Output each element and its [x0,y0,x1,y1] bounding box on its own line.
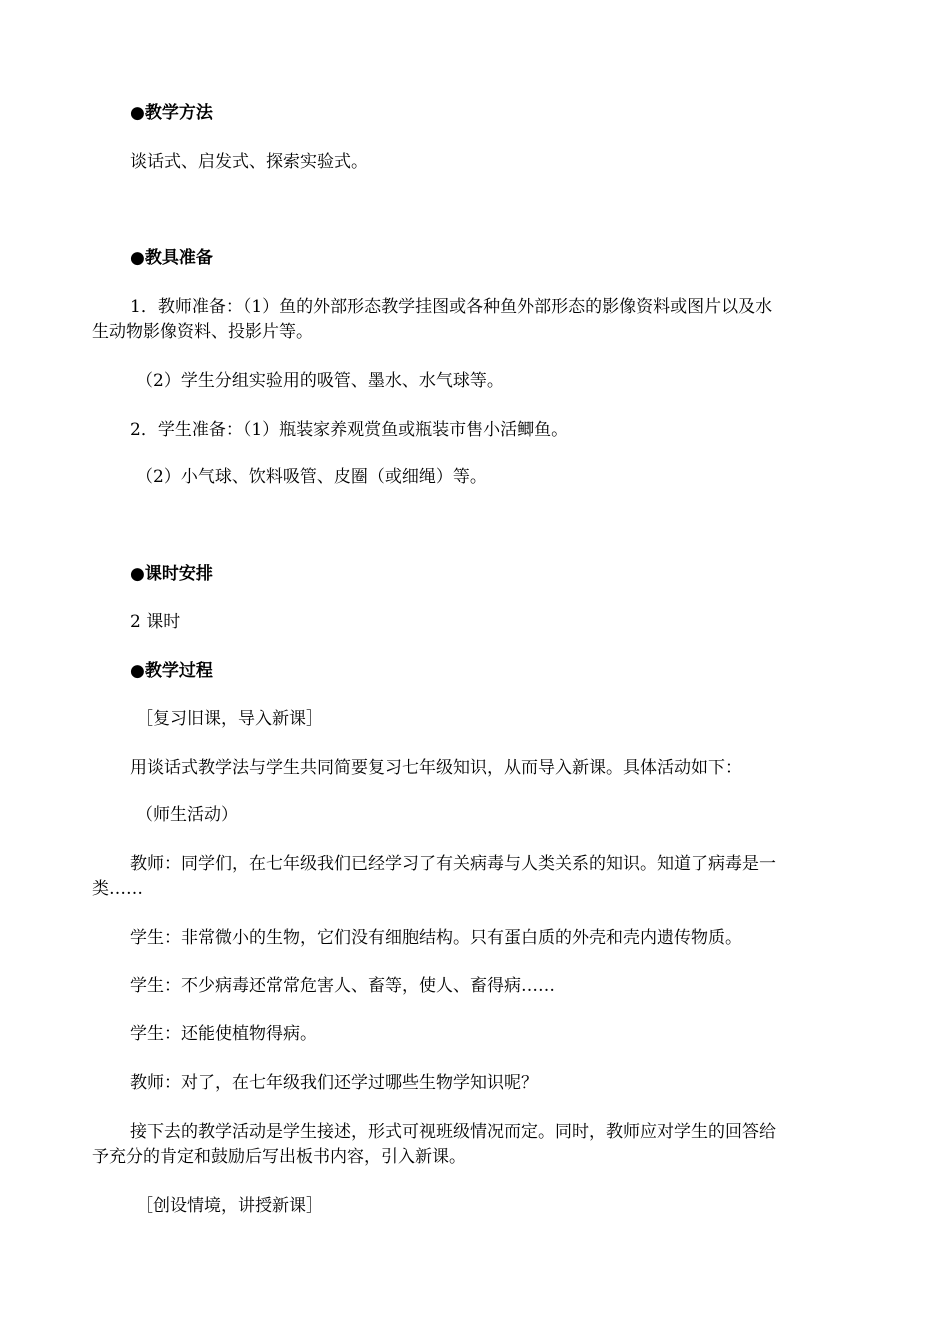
process-stage-1: ［复习旧课，导入新课］ [136,709,323,729]
dialogue-teacher-1-line1: 教师：同学们，在七年级我们已经学习了有关病毒与人类关系的知识。知道了病毒是一 [130,854,776,874]
section-heading-schedule: ●课时安排 [130,564,213,584]
schedule-text: 2 课时 [130,612,181,632]
process-stage-2: ［创设情境，讲授新课］ [136,1196,323,1216]
process-followup-line1: 接下去的教学活动是学生接述，形式可视班级情况而定。同时，教师应对学生的回答给 [130,1122,776,1142]
section-heading-methods: ●教学方法 [130,103,213,123]
section-heading-materials: ●教具准备 [130,248,213,268]
methods-text: 谈话式、启发式、探索实验式。 [130,152,368,172]
dialogue-student-3: 学生：还能使植物得病。 [130,1024,317,1044]
section-heading-process: ●教学过程 [130,661,213,681]
dialogue-student-1: 学生：非常微小的生物，它们没有细胞结构。只有蛋白质的外壳和壳内遗传物质。 [130,928,742,948]
dialogue-teacher-1-line2: 类…… [92,879,143,899]
process-activity: （师生活动） [136,805,238,825]
process-followup-line2: 予充分的肯定和鼓励后写出板书内容，引入新课。 [92,1147,466,1167]
materials-item1-sub2: （2）学生分组实验用的吸管、墨水、水气球等。 [136,371,504,391]
materials-item1-line2: 生动物影像资料、投影片等。 [92,322,313,342]
materials-item1-line1: 1．教师准备：（1）鱼的外部形态教学挂图或各种鱼外部形态的影像资料或图片以及水 [130,297,773,317]
dialogue-student-2: 学生：不少病毒还常常危害人、畜等，使人、畜得病…… [130,976,555,996]
materials-item2-sub2: （2）小气球、饮料吸管、皮圈（或细绳）等。 [136,467,487,487]
dialogue-teacher-2: 教师：对了，在七年级我们还学过哪些生物学知识呢？ [130,1073,538,1093]
materials-item2-line1: 2．学生准备：（1）瓶装家养观赏鱼或瓶装市售小活鲫鱼。 [130,420,569,440]
process-intro: 用谈话式教学法与学生共同简要复习七年级知识，从而导入新课。具体活动如下： [130,758,742,778]
